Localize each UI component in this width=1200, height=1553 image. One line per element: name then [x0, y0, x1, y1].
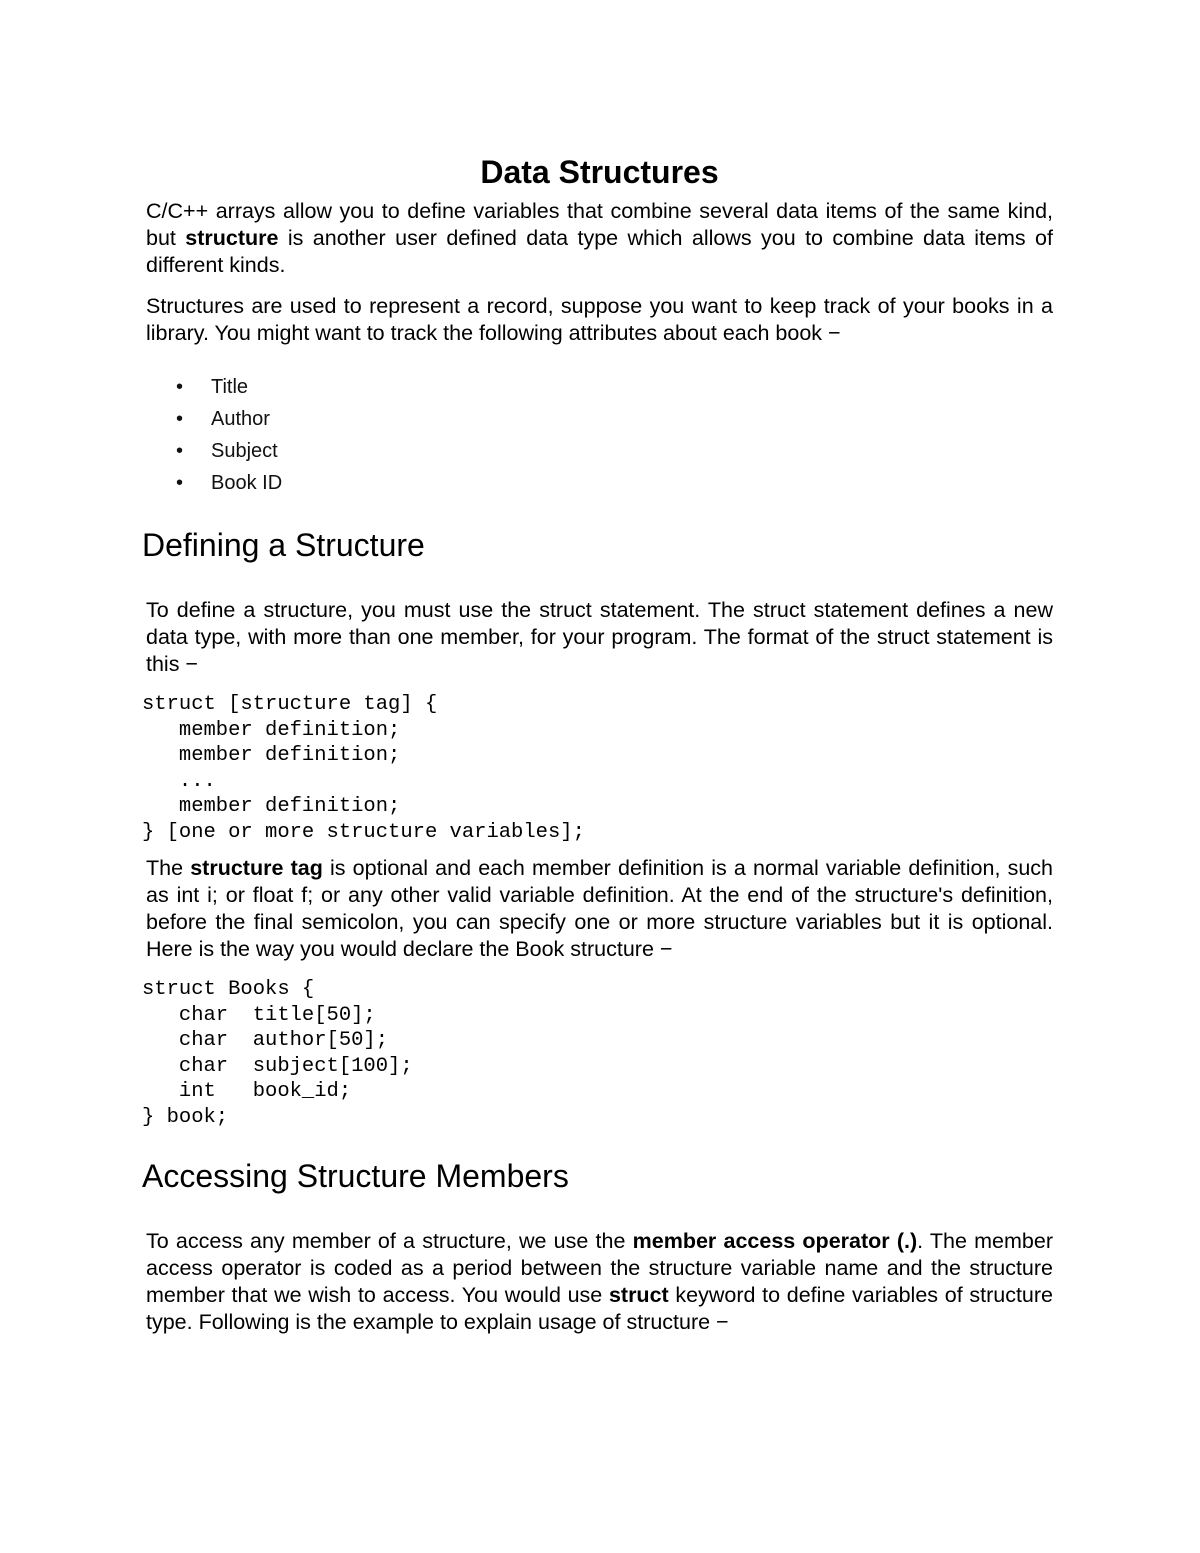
- intro-paragraph-1: [146, 198, 1053, 279]
- defining-text: The: [146, 856, 191, 880]
- document-page: [142, 150, 1053, 1350]
- defining-text-end: is optional and each member definition is a normal variable definition, such as int i; or float f; or any other valid variable definition. At the end of the structure's definition, before the final semicolon, you can specify one or more structure variables but it is optional. Here is the way you would declare the Book structure −: [146, 856, 1053, 961]
- list-item-text: Author: [211, 408, 270, 430]
- list-item-text: Book ID: [211, 472, 283, 494]
- bullet-icon: •: [176, 376, 184, 398]
- section-heading-defining: Defining a Structure: [142, 527, 425, 563]
- accessing-text-mid: . The member access operator is coded as a period between the structure variable name and the structure member that we wish to access. You would use: [146, 1229, 1053, 1307]
- code-block-books-struct: struct Books { char title[50]; char author[50]; char subject[100]; int book_id; } book;: [142, 978, 413, 1129]
- section-heading-accessing: Accessing Structure Members: [142, 1158, 569, 1194]
- accessing-bold-operator: member access operator (.): [632, 1229, 918, 1253]
- accessing-text-end: keyword to define variables of structure type. Following is the example to explain usage of structure −: [146, 1283, 1053, 1334]
- list-item-text: Subject: [211, 440, 278, 462]
- bullet-icon: •: [176, 472, 184, 494]
- list-item: [146, 371, 1053, 403]
- bullet-icon: •: [176, 440, 184, 462]
- document-title: Data Structures: [480, 154, 719, 190]
- intro-text-end: is another user defined data type which allows you to combine data items of different kinds.: [146, 226, 1053, 277]
- defining-paragraph-1: To define a structure, you must use the struct statement. The struct statement defines a new data type, with more than one member, for your program. The format of the struct statement is this −: [146, 598, 1053, 676]
- accessing-bold-struct: struct: [608, 1283, 669, 1307]
- defining-paragraph-2: [146, 855, 1053, 963]
- defining-bold-structure-tag: structure tag: [190, 856, 323, 880]
- list-item: [146, 403, 1053, 435]
- accessing-paragraph-1: [146, 1228, 1053, 1336]
- list-item: [146, 435, 1053, 467]
- intro-bold-structure: structure: [185, 226, 279, 250]
- code-block-struct-format: struct [structure tag] { member definition; member definition; ... member definition; } [one or more structure variables];: [142, 693, 585, 844]
- intro-text: C/C++ arrays allow you to define variables that combine several data items of the same kind, but: [146, 199, 1053, 250]
- accessing-text: To access any member of a structure, we use the: [146, 1229, 633, 1253]
- attribute-list: [146, 371, 1053, 499]
- list-item-text: Title: [211, 376, 249, 398]
- bullet-icon: •: [176, 408, 184, 430]
- list-item: [146, 467, 1053, 499]
- intro-paragraph-2: Structures are used to represent a record, suppose you want to keep track of your books in a library. You might want to track the following attributes about each book −: [146, 294, 1053, 345]
